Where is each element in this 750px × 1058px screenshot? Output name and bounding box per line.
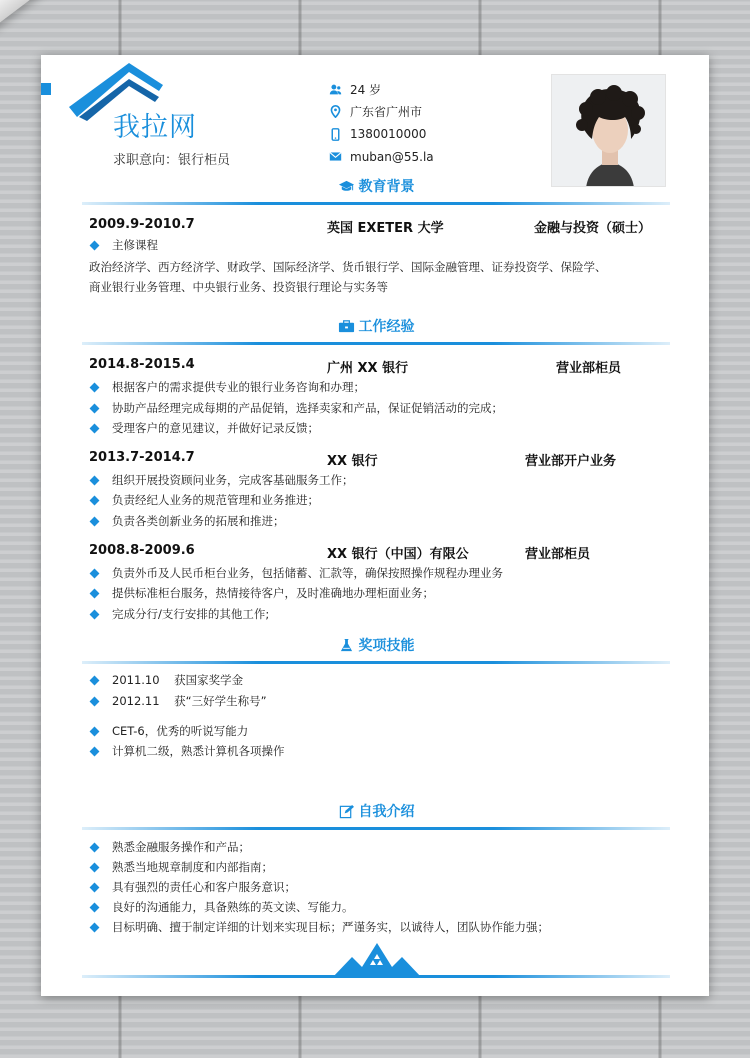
- list-item: 计算机二级，熟悉计算机各项操作: [89, 742, 285, 760]
- education-date: 2009.9-2010.7: [89, 217, 195, 232]
- profile-photo: [551, 74, 666, 187]
- diamond-bullet-icon: [90, 588, 100, 598]
- location-pin-icon: [329, 105, 342, 118]
- job-row: [89, 543, 669, 561]
- diamond-bullet-icon: [90, 475, 100, 485]
- section-title-work: 工作经验: [358, 319, 415, 335]
- flask-icon: [338, 638, 355, 653]
- list-item: 负责经纪人业务的规范管理和业务推进；: [89, 491, 319, 509]
- education-row: [89, 217, 669, 235]
- phone-icon: [329, 128, 342, 141]
- briefcase-icon: [338, 319, 355, 334]
- contact-email: [329, 146, 434, 169]
- contact-age: [329, 78, 434, 101]
- job-date: 2008.8-2009.6: [89, 543, 195, 558]
- list-item: 具有强烈的责任心和客户服务意识；: [89, 878, 296, 896]
- diamond-bullet-icon: [90, 495, 100, 505]
- diamond-bullet-icon: [90, 423, 100, 433]
- diamond-bullet-icon: [90, 922, 100, 932]
- phone-text: 1380010000: [350, 127, 427, 142]
- list-item: 组织开展投资顾问业务，完成客基础服务工作；: [89, 471, 354, 489]
- diamond-bullet-icon: [90, 516, 100, 526]
- contact-location: [329, 101, 434, 124]
- list-item: 2011.10 获国家奖学金: [89, 671, 243, 689]
- edit-icon: [338, 804, 355, 819]
- contact-phone: [329, 123, 434, 146]
- section-divider: [82, 827, 670, 830]
- section-title-awards: 奖项技能: [358, 638, 415, 654]
- list-item: 提供标准柜台服务，热情接待客户，及时准确地办理柜面业务；: [89, 584, 434, 602]
- list-item: 负责各类创新业务的拓展和推进；: [89, 512, 285, 530]
- diamond-bullet-icon: [90, 382, 100, 392]
- email-icon: [329, 150, 342, 163]
- job-position: 营业部柜员: [525, 547, 591, 562]
- graduation-cap-icon: [338, 179, 355, 194]
- diamond-bullet-icon: [90, 403, 100, 413]
- list-item: 完成分行/支行安排的其他工作;: [89, 605, 269, 623]
- education-school: 英国 EXETER 大学: [327, 221, 444, 236]
- diamond-bullet-icon: [90, 842, 100, 852]
- diamond-bullet-icon: [90, 746, 100, 756]
- diamond-bullet-icon: [90, 240, 100, 250]
- section-divider: [82, 202, 670, 205]
- list-item: CET-6，优秀的听说写能力: [89, 722, 248, 740]
- job-row: [89, 357, 669, 375]
- user-icon: [329, 83, 342, 96]
- education-degree: 金融与投资（硕士）: [534, 221, 652, 236]
- list-item: 负责外币及人民币柜台业务，包括储蓄、汇款等，确保按照操作规程办理业务: [89, 564, 503, 582]
- job-intent: 求职意向：银行柜员: [113, 153, 231, 168]
- list-item: 熟悉当地规章制度和内部指南；: [89, 858, 273, 876]
- age-text: 24 岁: [350, 82, 382, 97]
- section-title-self: 自我介绍: [358, 804, 415, 820]
- diamond-bullet-icon: [90, 862, 100, 872]
- courses-line-2: 商业银行业务管理、中央银行业务、投资银行理论与实务等: [89, 280, 388, 294]
- list-item: 主修课程: [89, 236, 158, 254]
- list-item: 受理客户的意见建议，并做好记录反馈；: [89, 419, 319, 437]
- job-position: 营业部柜员: [556, 361, 622, 376]
- contact-block: [329, 78, 434, 168]
- diamond-bullet-icon: [90, 726, 100, 736]
- job-company: XX 银行（中国）有限公: [327, 547, 469, 562]
- job-position: 营业部开户业务: [525, 454, 617, 469]
- list-item: 协助产品经理完成每期的产品促销，选择卖家和产品，保证促销活动的完成；: [89, 399, 503, 417]
- list-item: 熟悉金融服务操作和产品；: [89, 838, 250, 856]
- diamond-bullet-icon: [90, 902, 100, 912]
- section-self-intro: [82, 801, 670, 833]
- location-text: 广东省广州市: [350, 105, 423, 120]
- pencil-decoration: [0, 0, 225, 58]
- job-company: XX 银行: [327, 454, 378, 469]
- diamond-bullet-icon: [90, 882, 100, 892]
- list-item: 根据客户的需求提供专业的银行业务咨询和办理；: [89, 378, 365, 396]
- section-work: [82, 316, 670, 348]
- diamond-bullet-icon: [90, 675, 100, 685]
- section-awards: [82, 635, 670, 667]
- diamond-bullet-icon: [90, 696, 100, 706]
- job-date: 2013.7-2014.7: [89, 450, 195, 465]
- candidate-name: 我拉网: [113, 112, 197, 143]
- courses-line-1: 政治经济学、西方经济学、财政学、国际经济学、货币银行学、国际金融管理、证券投资学、保险学、: [89, 260, 607, 274]
- list-item: 2012.11 获“三好学生称号”: [89, 692, 267, 710]
- job-company: 广州 XX 银行: [327, 361, 409, 376]
- resume-page: [41, 55, 709, 996]
- section-divider: [82, 342, 670, 345]
- job-row: [89, 450, 669, 468]
- job-date: 2014.8-2015.4: [89, 357, 195, 372]
- section-education: [82, 176, 670, 208]
- email-text: muban@55.la: [350, 149, 434, 164]
- section-divider: [82, 661, 670, 664]
- section-title-education: 教育背景: [358, 179, 415, 195]
- diamond-bullet-icon: [90, 568, 100, 578]
- mountain-decoration: [82, 935, 670, 980]
- list-item: 良好的沟通能力，具备熟练的英文读、写能力。: [89, 898, 354, 916]
- list-item: 目标明确、擅于制定详细的计划来实现目标；严谨务实，以诚待人，团队协作能力强；: [89, 918, 549, 936]
- diamond-bullet-icon: [90, 609, 100, 619]
